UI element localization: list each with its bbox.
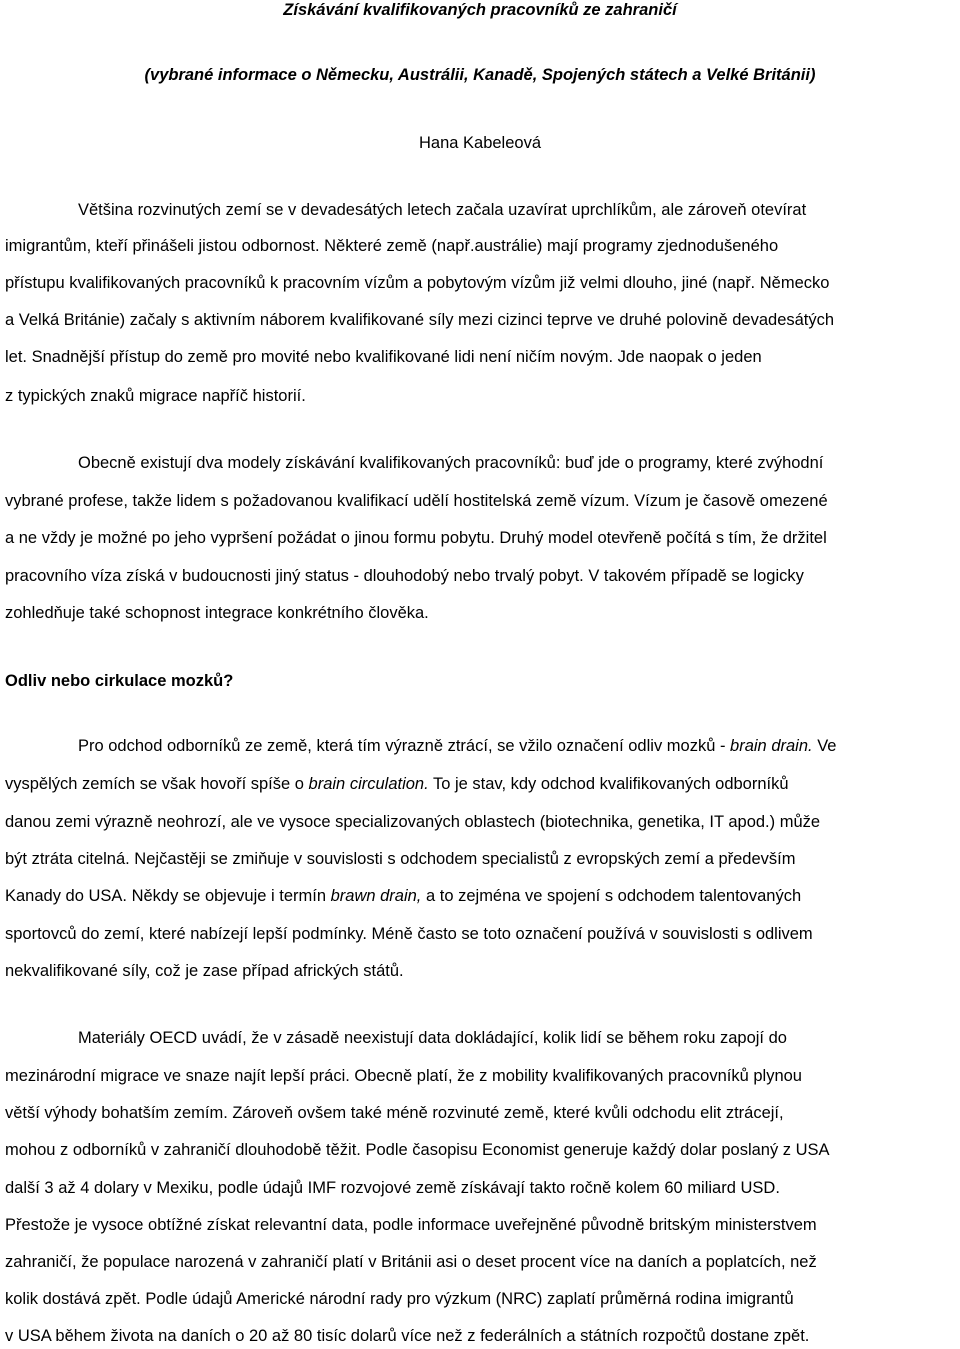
paragraph-line: a ne vždy je možné po jeho vypršení požádat o jinou formu pobytu. Druhý model otevřeně počítá s tím, že držitel — [5, 529, 827, 547]
paragraph-line: Přestože je vysoce obtížné získat relevantní data, podle informace uveřejněné původně britským ministerstvem — [5, 1216, 817, 1234]
paragraph-line: být ztráta citelná. Nejčastěji se zmiňuje v souvislosti s odchodem specialistů z evropských zemí a především — [5, 850, 796, 868]
paragraph-line — [5, 774, 789, 794]
author-name: Hana Kabeleová — [418, 134, 541, 152]
italic-term: brawn drain, — [330, 887, 422, 905]
paragraph-line — [78, 736, 836, 756]
paragraph-line: imigrantům, kteří přinášeli jistou odbornost. Některé země (např.austrálie) mají programy zjednodušeného — [5, 237, 779, 255]
document-subtitle: (vybrané informace o Německu, Austrálii, Kanadě, Spojených státech a Velké Británii) — [144, 66, 816, 84]
paragraph-line: danou zemi výrazně neohrozí, ale ve vysoce specializovaných oblastech (biotechnika, genetika, IT apod.) může — [5, 813, 821, 831]
paragraph-line: Obecně existují dva modely získávání kvalifikovaných pracovníků: buď jde o programy, které zvýhodní — [78, 454, 824, 472]
paragraph-line: mohou z odborníků v zahraničí dlouhodobě těžit. Podle časopisu Economist generuje každý dolar poslaný z USA — [5, 1141, 830, 1159]
paragraph-line: nekvalifikované síly, což je zase případ afrických států. — [5, 962, 404, 980]
italic-term: brain drain. — [730, 737, 813, 755]
paragraph-line: pracovního víza získá v budoucnosti jiný status - dlouhodobý nebo trvalý pobyt. V takovém případě se logicky — [5, 567, 804, 585]
document-title: Získávání kvalifikovaných pracovníků ze zahraničí — [283, 1, 677, 19]
paragraph-line — [5, 886, 801, 906]
paragraph-line: zahraničí, že populace narozená v zahraničí platí v Británii asi o deset procent více na daních a poplatcích, než — [5, 1253, 817, 1271]
section-heading: Odliv nebo cirkulace mozků? — [5, 672, 234, 690]
paragraph-line: mezinárodní migrace ve snaze najít lepší práci. Obecně platí, že z mobility kvalifikovaných pracovníků plynou — [5, 1067, 802, 1085]
paragraph-line: přístupu kvalifikovaných pracovníků k pracovním vízům a pobytovým vízům již velmi dlouho, jiné (např. Německo — [5, 274, 830, 292]
text-run: Ve — [812, 737, 837, 755]
text-run: Kanady do USA. Někdy se objevuje i termín — [5, 887, 331, 905]
paragraph-line: zohledňuje také schopnost integrace konkrétního člověka. — [5, 604, 429, 622]
paragraph-line: let. Snadnější přístup do země pro movité nebo kvalifikované lidi není ničím novým. Jde naopak o jeden — [5, 348, 762, 366]
paragraph-line: větší výhody bohatším zemím. Zároveň ovšem také méně rozvinuté země, které kvůli odchodu elit ztrácejí, — [5, 1104, 784, 1122]
paragraph-line: Většina rozvinutých zemí se v devadesátých letech začala uzavírat uprchlíkům, ale zároveň otevírat — [78, 201, 807, 219]
paragraph-line: kolik dostává zpět. Podle údajů Americké národní rady pro výzkum (NRC) zaplatí průměrná rodina imigrantů — [5, 1290, 794, 1308]
paragraph-line: vybrané profese, takže lidem s požadovanou kvalifikací udělí hostitelská země vízum. Vízum je časově omezené — [5, 492, 828, 510]
text-run: vyspělých zemích se však hovoří spíše o — [5, 775, 309, 793]
paragraph-line: v USA během života na daních o 20 až 80 tisíc dolarů více než z federálních a státních rozpočtů dostane zpět. — [5, 1327, 810, 1345]
text-run: To je stav, kdy odchod kvalifikovaných odborníků — [428, 775, 789, 793]
text-run: Pro odchod odborníků ze země, která tím výrazně ztrácí, se vžilo označení odliv mozků - — [78, 737, 731, 755]
paragraph-line: Materiály OECD uvádí, že v zásadě neexistují data dokládající, kolik lidí se během roku zapojí do — [78, 1029, 787, 1047]
italic-term: brain circulation. — [308, 775, 429, 793]
paragraph-line: a Velká Británie) začaly s aktivním náborem kvalifikované síly mezi cizinci teprve ve druhé polovině devadesátých — [5, 311, 835, 329]
paragraph-line: z typických znaků migrace napříč historií. — [5, 387, 306, 405]
paragraph-line: další 3 až 4 dolary v Mexiku, podle údajů IMF rozvojové země získávají takto ročně kolem 60 miliard USD. — [5, 1179, 780, 1197]
text-run: a to zejména ve spojení s odchodem talentovaných — [421, 887, 802, 905]
paragraph-line: sportovců do zemí, které nabízejí lepší podmínky. Méně často se toto označení používá v souvislosti s odlivem — [5, 925, 813, 943]
